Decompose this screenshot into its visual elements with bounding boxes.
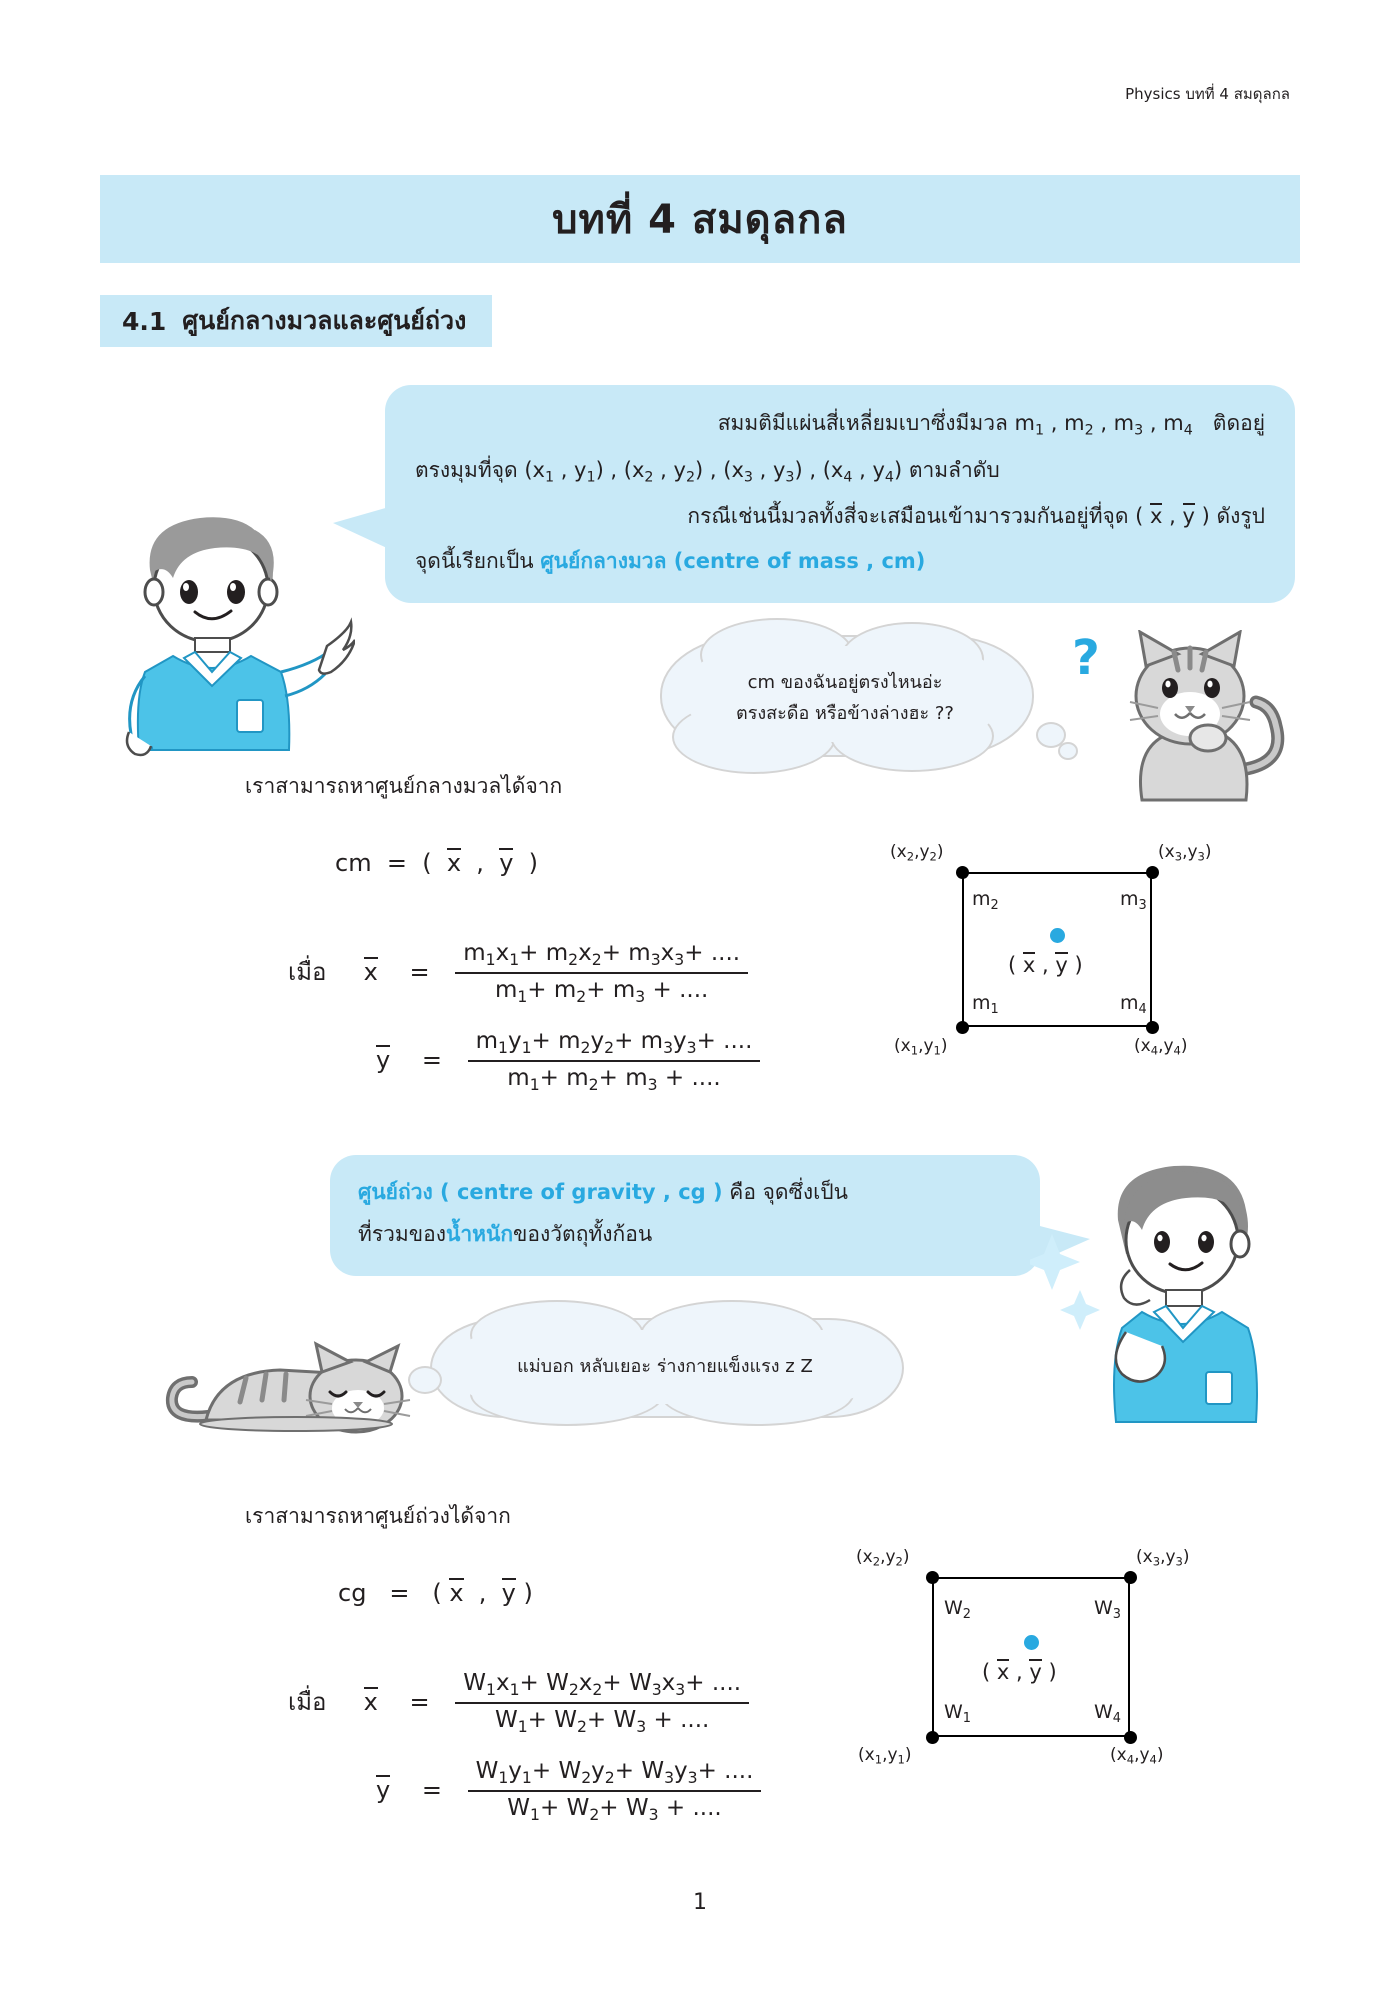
gravity-line-2-suffix: ของวัตถุทั้งก้อน [513,1221,653,1246]
gravity-accent-term: ศูนย์ถ่วง ( centre of gravity , cg ) [358,1180,723,1204]
formula-cm-xbar: เมื่อ x = $\frac{m_1x_1+ m_2x_2+ m_3x_3+ ....}{m_1+ m_2+ m_3 + ....}$ [288,940,748,1006]
section-header [100,295,492,347]
diagram-cg-centre-label: ( x , y ) [982,1660,1057,1684]
diagram-cg-node-bottom-right [1124,1731,1137,1744]
diagram-cg-weight-bottom-left: $W_1$ [944,1701,972,1727]
thought-cloud-cat-question-text [690,668,1000,729]
diagram-cm-corner-bottom-left: $(x_1,y_1)$ [894,1036,948,1058]
chapter-title: บทที่ 4 สมดุลกล [552,197,848,243]
bubble-line-3: กรณีเช่นนี้มวลทั้งสี่จะเสมือนเข้ามารวมกันอยู่ที่จุด ( x , y ) ดังรูป [687,504,1265,529]
thought-cloud-bubble-small-2 [1058,742,1078,760]
diagram-cg-weight-bottom-right: $W_4$ [1094,1701,1122,1727]
diagram-cm-mass-bottom-right: $m_4$ [1120,992,1147,1018]
diagram-cg-node-top-left [926,1571,939,1584]
diagram-cg-centre-dot [1024,1635,1039,1650]
diagram-cm-node-top-left [956,866,969,879]
gravity-line-1-rest: คือ จุดซึ่งเป็น [722,1180,848,1204]
diagram-cm-mass-top-left: $m_2$ [972,888,999,914]
diagram-cm-corner-top-left: $(x_2,y_2)$ [890,842,944,864]
diagram-cg-node-top-right [1124,1571,1137,1584]
section-number: 4.1 [122,306,167,336]
gravity-line-2-prefix: ที่รวมของ [358,1221,446,1246]
boy-character-illustration [95,500,355,770]
diagram-cm-node-top-right [1146,866,1159,879]
formula-cg-definition: cg = ( x , y ) [338,1579,533,1607]
bubble-line-4 [415,545,1265,578]
diagram-cm-node-bottom-left [956,1021,969,1034]
diagram-cg-corner-bottom-right: $(x_4,y_4)$ [1110,1745,1164,1767]
speech-bubble-centre-of-mass [385,385,1295,603]
diagram-cg-corner-bottom-left: $(x_1,y_1)$ [858,1745,912,1767]
gravity-weight-accent: น้ำหนัก [445,1221,514,1246]
bubble-line-4-accent: ศูนย์กลางมวล (centre of mass , cm) [540,548,926,573]
diagram-cg-weight-top-right: $W_3$ [1094,1597,1122,1623]
formula-cg-ybar: y = $\frac{W_1y_1+ W_2y_2+ W_3y_3+ ....}{W_1+ W_2+ W_3 + ....}$ [376,1758,761,1824]
chapter-title-bar [100,175,1300,263]
cat-question-line-2: ตรงสะดือ หรือข้างล่างฮะ ?? [736,702,954,724]
diagram-cg-node-bottom-left [926,1731,939,1744]
diagram-centre-of-mass [880,840,1240,1070]
thought-cloud-cat-sleep-text [460,1352,870,1383]
diagram-cm-mass-bottom-left: $m_1$ [972,992,999,1018]
lead-in-text-cm: เราสามารถหาศูนย์กลางมวลได้จาก [245,774,563,798]
bubble-tail [333,507,389,549]
page-number: 1 [693,1890,707,1915]
sleeping-cat-illustration [160,1320,420,1450]
diagram-cm-corner-bottom-right: $(x_4,y_4)$ [1134,1036,1188,1058]
gravity-line-2 [358,1219,1012,1251]
diagram-cg-corner-top-right: $(x_3,y_3)$ [1136,1547,1190,1569]
diagram-cm-corner-top-right: $(x_3,y_3)$ [1158,842,1212,864]
diagram-cm-node-bottom-right [1146,1021,1159,1034]
formula-cm-definition: cm = ( x , y ) [335,849,539,877]
question-mark-icon: ? [1072,630,1100,686]
formula-cm-ybar: y = $\frac{m_1y_1+ m_2y_2+ m_3y_3+ ....}{m_1+ m_2+ m_3 + ....}$ [376,1028,760,1094]
gravity-line-1 [358,1177,1012,1209]
cat-character-illustration [1090,630,1300,810]
boy-thinking-illustration [1030,1150,1290,1440]
diagram-cg-corner-top-left: $(x_2,y_2)$ [856,1547,910,1569]
speech-bubble-centre-of-gravity [330,1155,1040,1276]
bubble-line-1: สมมติมีแผ่นสี่เหลี่ยมเบาซึ่งมีมวล $m_1$ , $m_2$ , $m_3$ , $m_4$ ติดอยู่ [717,411,1265,439]
diagram-cm-centre-dot [1050,928,1065,943]
running-head: Physics บทที่ 4 สมดุลกล [1125,85,1290,103]
diagram-cg-weight-top-left: $W_2$ [944,1597,972,1623]
cat-sleep-line-1: แม่บอก หลับเยอะ ร่างกายแข็งแรง z Z [517,1356,813,1377]
diagram-centre-of-gravity [850,1545,1220,1775]
diagram-cm-mass-top-right: $m_3$ [1120,888,1147,914]
diagram-cm-centre-label: ( x , y ) [1008,953,1083,977]
lead-in-text-cg: เราสามารถหาศูนย์ถ่วงได้จาก [245,1504,511,1528]
bubble-line-2: ตรงมุมที่จุด ($x_1$ , $y_1$) , ($x_2$ , $y_2$) , ($x_3$ , $y_3$) , ($x_4$ , $y_4$) ตามลำดับ [415,457,1000,486]
section-title: ศูนย์กลางมวลและศูนย์ถ่วง [182,306,467,335]
formula-cg-xbar: เมื่อ x = $\frac{W_1x_1+ W_2x_2+ W_3x_3+ ....}{W_1+ W_2+ W_3 + ....}$ [288,1670,749,1736]
cat-question-line-1: cm ของฉันอยู่ตรงไหนอ่ะ [747,672,943,693]
bubble-line-4-prefix: จุดนี้เรียกเป็น [415,548,541,573]
